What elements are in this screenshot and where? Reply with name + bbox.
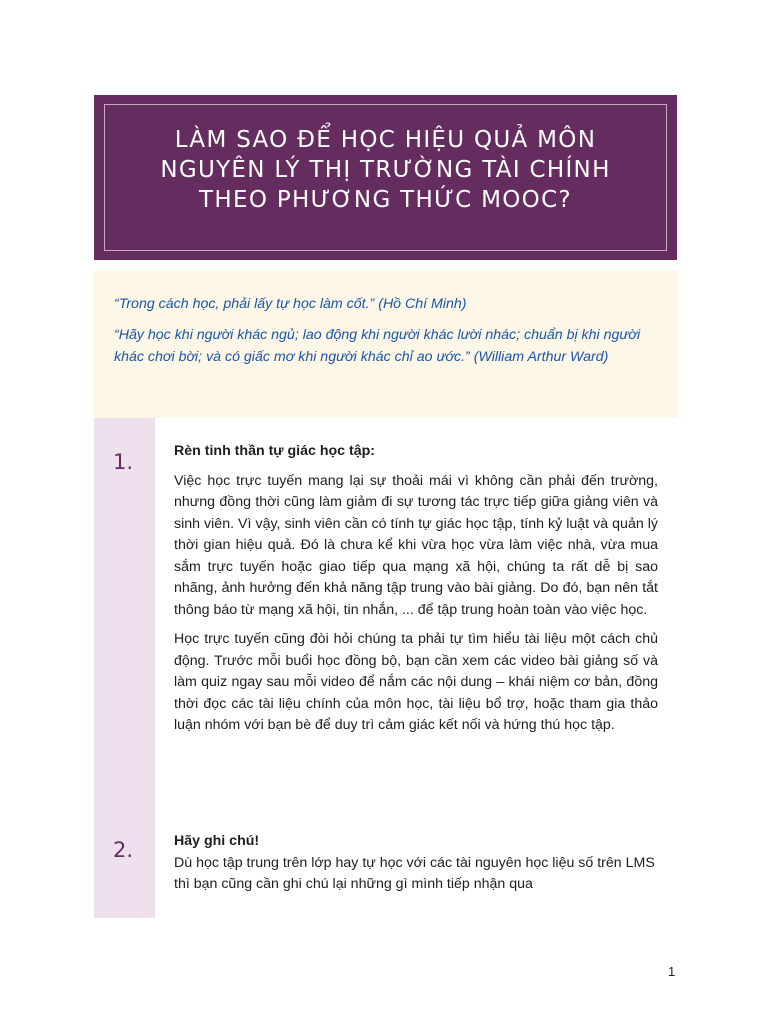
section-number-2: 2. xyxy=(113,838,134,862)
section-1 xyxy=(174,441,658,737)
quote-ho-chi-minh: “Trong cách học, phải lấy tự học làm cốt.” (Hồ Chí Minh) xyxy=(114,296,467,312)
page-number: 1 xyxy=(668,964,676,979)
section-heading: Rèn tinh thần tự giác học tập: xyxy=(174,443,376,459)
section-paragraph: Dù học tập trung trên lớp hay tự học với các tài nguyên học liệu số trên LMS thì bạn cũng cần ghi chú lại những gì mình tiếp nhận qua xyxy=(174,854,655,892)
section-paragraph: Học trực tuyến cũng đòi hỏi chúng ta phải tự tìm hiểu tài liệu một cách chủ động. Trước mỗi buổi học đồng bộ, bạn cần xem các video bài giảng số và làm quiz ngay sau mỗi video để nắm các nội dung – khái niệm cơ bản, đồng thời đọc các tài liệu chính của môn học, tài liệu bổ trợ, hoặc tham gia thảo luận nhóm với bạn bè để duy trì cảm giác kết nối và hứng thú học tập. xyxy=(174,631,658,733)
section-heading: Hãy ghi chú! xyxy=(174,833,260,849)
title-line: LÀM SAO ĐỂ HỌC HIỆU QUẢ MÔN xyxy=(174,127,597,153)
title-line: THEO PHƯƠNG THỨC MOOC? xyxy=(199,187,572,213)
quote-box xyxy=(94,270,677,418)
title-banner xyxy=(94,95,677,260)
section-paragraph: Việc học trực tuyến mang lại sự thoải mái vì không cần phải đến trường, nhưng đồng thời cũng làm giảm đi sự tương tác trực tiếp giữa giảng viên và sinh viên. Vì vậy, sinh viên cần có tính tự giác học tập, tính kỷ luật và quản lý thời gian hiệu quả. Đó là chưa kể khi vừa học vừa làm việc nhà, vừa mua sắm trực tuyến hoặc giao tiếp qua mạng xã hội, chúng ta rất dễ bị sao nhãng, ảnh hưởng đến khả năng tập trung vào bài giảng. Do đó, bạn nên tắt thông báo từ mạng xã hội, tin nhắn, ... để tập trung hoàn toàn vào việc học. xyxy=(174,472,658,618)
section-2 xyxy=(174,831,658,896)
page-title xyxy=(114,125,657,215)
title-line: NGUYÊN LÝ THỊ TRƯỜNG TÀI CHÍNH xyxy=(160,157,611,183)
section-number-1: 1. xyxy=(113,450,134,474)
quote-william-arthur-ward: “Hãy học khi người khác ngủ; lao động khi người khác lười nhác; chuẩn bị khi người khác chơi bời; và có giấc mơ khi người khác chỉ ao ước.” (William Arthur Ward) xyxy=(114,326,641,365)
